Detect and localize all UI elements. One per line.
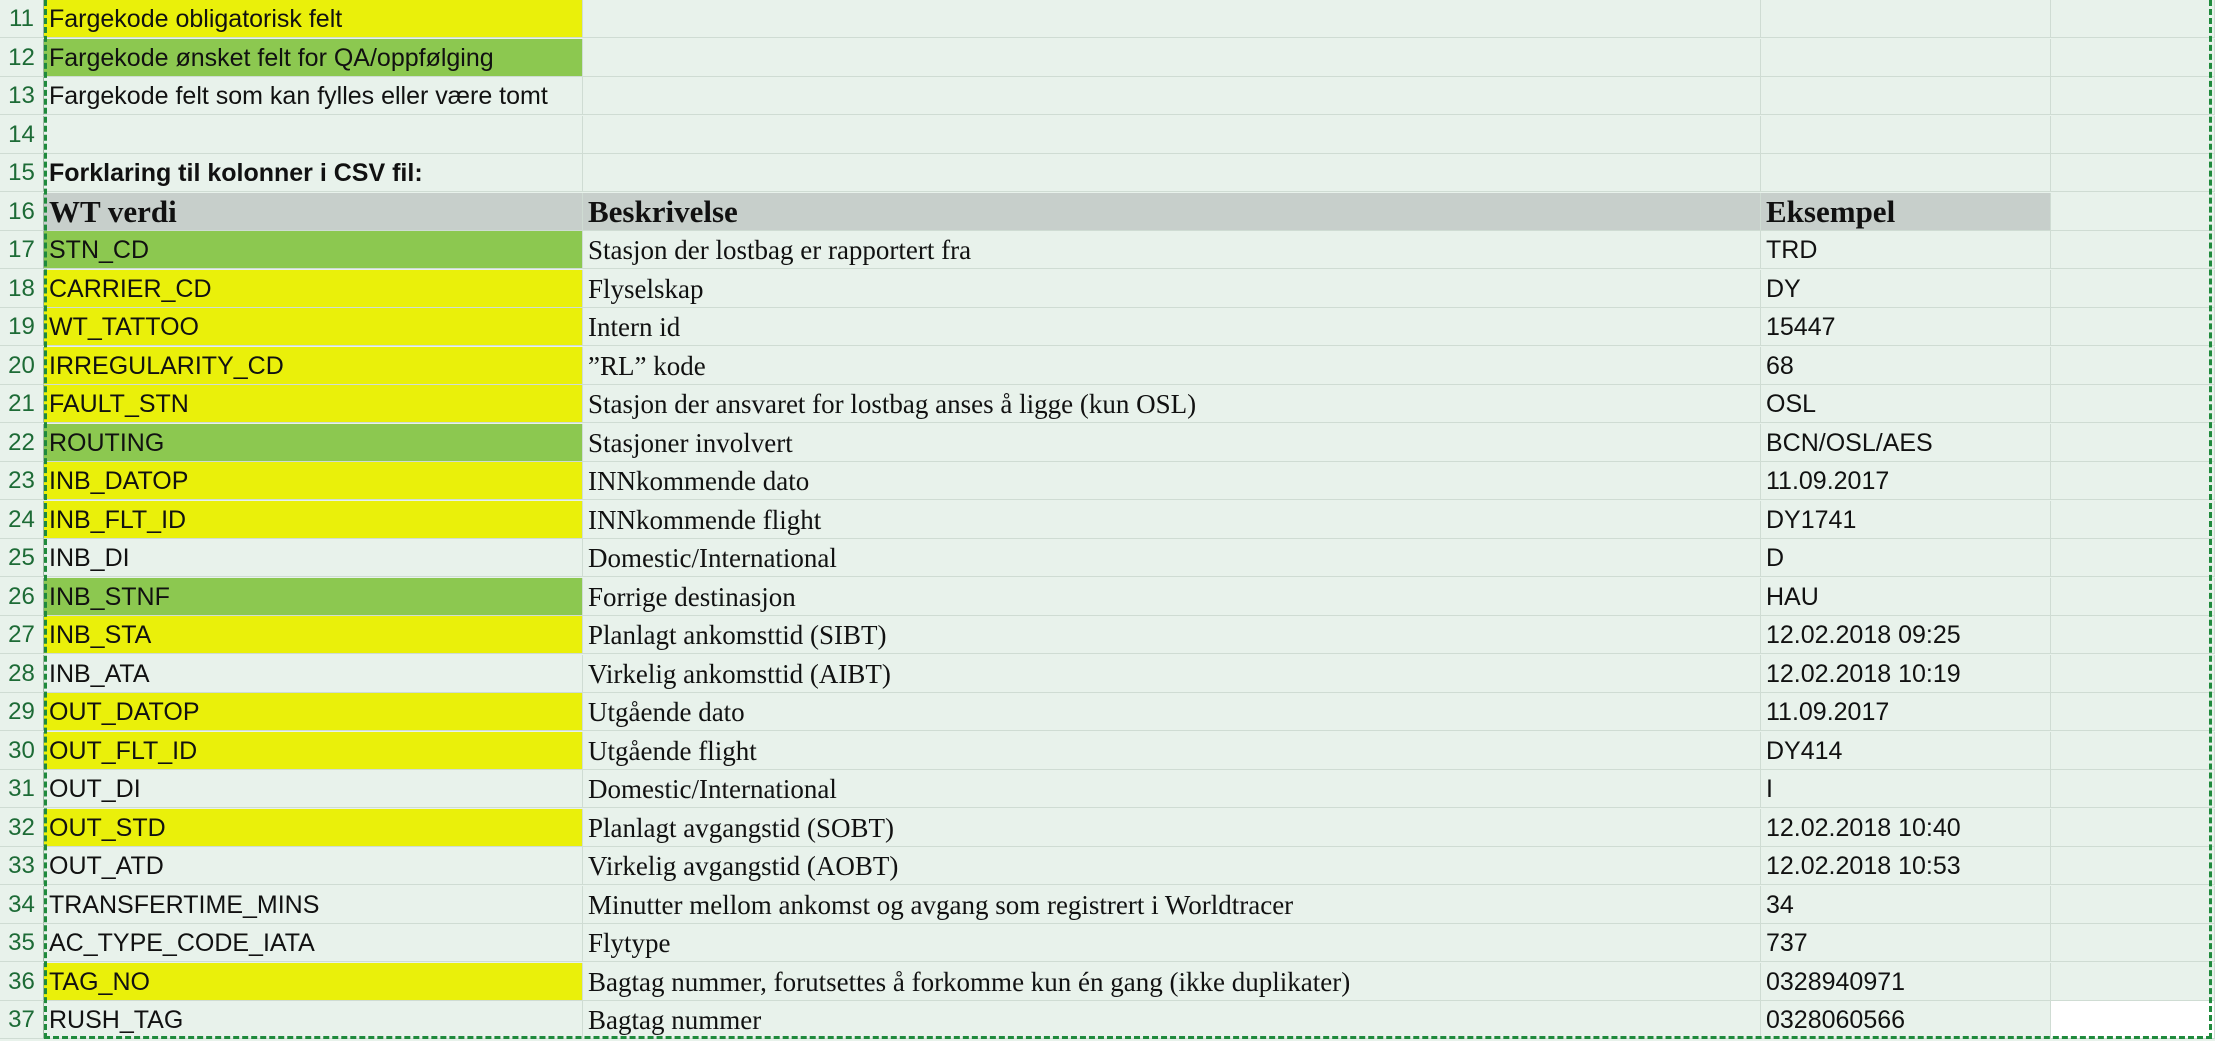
description-cell[interactable]: Utgående flight	[583, 732, 1761, 770]
example-cell[interactable]: BCN/OSL/AES	[1761, 424, 2051, 462]
cell[interactable]	[2051, 539, 2215, 577]
sheet-row	[0, 462, 2215, 500]
row-number[interactable]: 25	[0, 539, 44, 577]
description-cell[interactable]: Forrige destinasjon	[583, 578, 1761, 616]
row-number[interactable]: 33	[0, 847, 44, 885]
sheet-row	[0, 424, 2215, 462]
field-name-cell[interactable]: FAULT_STN	[44, 385, 583, 423]
example-cell[interactable]: OSL	[1761, 385, 2051, 423]
row-number[interactable]: 14	[0, 116, 44, 154]
cell[interactable]	[2051, 77, 2215, 115]
field-name-cell[interactable]: INB_DI	[44, 539, 583, 577]
section-title[interactable]: Forklaring til kolonner i CSV fil:	[44, 154, 583, 192]
sheet-row	[0, 847, 2215, 885]
cell[interactable]	[583, 0, 1761, 38]
description-cell[interactable]: Flytype	[583, 924, 1761, 962]
example-cell[interactable]: D	[1761, 539, 2051, 577]
field-name-cell[interactable]: CARRIER_CD	[44, 270, 583, 308]
sheet-row	[0, 924, 2215, 962]
description-cell[interactable]: Stasjon der ansvaret for lostbag anses å ligge (kun OSL)	[583, 385, 1761, 423]
sheet-row	[0, 270, 2215, 308]
cell[interactable]	[583, 77, 1761, 115]
field-name-cell[interactable]: OUT_DI	[44, 770, 583, 808]
field-name-cell[interactable]: OUT_FLT_ID	[44, 732, 583, 770]
cell[interactable]	[2051, 501, 2215, 539]
field-name-cell[interactable]: INB_FLT_ID	[44, 501, 583, 539]
row-number[interactable]: 16	[0, 193, 44, 231]
example-cell[interactable]: 15447	[1761, 308, 2051, 346]
example-cell[interactable]: 12.02.2018 10:40	[1761, 809, 2051, 847]
cell[interactable]	[1761, 116, 2051, 154]
sheet-row	[0, 154, 2215, 192]
field-name-cell[interactable]: IRREGULARITY_CD	[44, 347, 583, 385]
cell[interactable]	[2051, 231, 2215, 269]
cell[interactable]	[2051, 193, 2215, 231]
example-cell[interactable]: 12.02.2018 09:25	[1761, 616, 2051, 654]
cell[interactable]	[2051, 424, 2215, 462]
example-cell[interactable]: 0328940971	[1761, 963, 2051, 1001]
row-number[interactable]: 22	[0, 424, 44, 462]
column-header-beskrivelse[interactable]: Beskrivelse	[583, 193, 1761, 231]
cell[interactable]	[2051, 116, 2215, 154]
example-cell[interactable]: DY	[1761, 270, 2051, 308]
description-cell[interactable]: Flyselskap	[583, 270, 1761, 308]
description-cell[interactable]: INNkommende flight	[583, 501, 1761, 539]
example-cell[interactable]: DY414	[1761, 732, 2051, 770]
cell[interactable]	[2051, 924, 2215, 962]
description-cell[interactable]: Domestic/International	[583, 770, 1761, 808]
description-cell[interactable]: Bagtag nummer, forutsettes å forkomme kun én gang (ikke duplikater)	[583, 963, 1761, 1001]
sheet-row	[0, 693, 2215, 731]
row-number[interactable]: 21	[0, 385, 44, 423]
row-number[interactable]: 28	[0, 655, 44, 693]
example-cell[interactable]: 12.02.2018 10:53	[1761, 847, 2051, 885]
cell[interactable]	[1761, 0, 2051, 38]
field-name-cell[interactable]: OUT_ATD	[44, 847, 583, 885]
row-number[interactable]: 27	[0, 616, 44, 654]
example-cell[interactable]: 34	[1761, 886, 2051, 924]
description-cell[interactable]: Bagtag nummer	[583, 1001, 1761, 1039]
row-number[interactable]: 15	[0, 154, 44, 192]
example-cell[interactable]: 68	[1761, 347, 2051, 385]
row-number[interactable]: 36	[0, 963, 44, 1001]
row-number[interactable]: 18	[0, 270, 44, 308]
row-number[interactable]: 29	[0, 693, 44, 731]
sheet-row	[0, 193, 2215, 231]
example-cell[interactable]: TRD	[1761, 231, 2051, 269]
cell[interactable]	[2051, 770, 2215, 808]
cell[interactable]	[2051, 963, 2215, 1001]
cell[interactable]	[583, 154, 1761, 192]
description-cell[interactable]: Virkelig ankomsttid (AIBT)	[583, 655, 1761, 693]
sheet-row	[0, 77, 2215, 115]
sheet-row	[0, 116, 2215, 154]
example-cell[interactable]: DY1741	[1761, 501, 2051, 539]
sheet-row	[0, 501, 2215, 539]
description-cell[interactable]: Utgående dato	[583, 693, 1761, 731]
sheet-row	[0, 539, 2215, 577]
row-number[interactable]: 31	[0, 770, 44, 808]
row-number[interactable]: 24	[0, 501, 44, 539]
description-cell[interactable]: Stasjon der lostbag er rapportert fra	[583, 231, 1761, 269]
legend-cell[interactable]: Fargekode felt som kan fylles eller være tomt	[44, 77, 583, 115]
cell[interactable]	[2051, 462, 2215, 500]
description-cell[interactable]: Intern id	[583, 308, 1761, 346]
cell[interactable]	[2051, 732, 2215, 770]
example-cell[interactable]: 0328060566	[1761, 1001, 2051, 1039]
example-cell[interactable]: 737	[1761, 924, 2051, 962]
description-cell[interactable]: Planlagt avgangstid (SOBT)	[583, 809, 1761, 847]
sheet-row	[0, 616, 2215, 654]
description-cell[interactable]: Minutter mellom ankomst og avgang som registrert i Worldtracer	[583, 886, 1761, 924]
field-name-cell[interactable]: STN_CD	[44, 231, 583, 269]
cell[interactable]	[1761, 39, 2051, 77]
cell[interactable]	[2051, 1001, 2215, 1039]
field-name-cell[interactable]: INB_ATA	[44, 655, 583, 693]
row-number[interactable]: 11	[0, 0, 44, 38]
example-cell[interactable]: 12.02.2018 10:19	[1761, 655, 2051, 693]
cell[interactable]	[2051, 347, 2215, 385]
example-cell[interactable]: 11.09.2017	[1761, 693, 2051, 731]
field-name-cell[interactable]: OUT_STD	[44, 809, 583, 847]
description-cell[interactable]: Stasjoner involvert	[583, 424, 1761, 462]
field-name-cell[interactable]: WT_TATTOO	[44, 308, 583, 346]
row-number[interactable]: 26	[0, 578, 44, 616]
cell[interactable]	[2051, 39, 2215, 77]
column-header-eksempel[interactable]: Eksempel	[1761, 193, 2051, 231]
sheet-row	[0, 1001, 2215, 1039]
cell[interactable]	[2051, 847, 2215, 885]
cell[interactable]	[2051, 616, 2215, 654]
field-name-cell[interactable]: INB_STNF	[44, 578, 583, 616]
field-name-cell[interactable]: OUT_DATOP	[44, 693, 583, 731]
cell[interactable]	[583, 116, 1761, 154]
cell[interactable]	[1761, 154, 2051, 192]
field-name-cell[interactable]: TAG_NO	[44, 963, 583, 1001]
row-number[interactable]: 35	[0, 924, 44, 962]
sheet-row	[0, 770, 2215, 808]
sheet-row	[0, 39, 2215, 77]
column-header-wt-verdi[interactable]: WT verdi	[44, 193, 583, 231]
sheet-row	[0, 655, 2215, 693]
cell[interactable]	[2051, 385, 2215, 423]
cell[interactable]	[2051, 270, 2215, 308]
sheet-row	[0, 886, 2215, 924]
field-name-cell[interactable]: INB_STA	[44, 616, 583, 654]
field-name-cell[interactable]: INB_DATOP	[44, 462, 583, 500]
sheet-row	[0, 732, 2215, 770]
legend-cell[interactable]: Fargekode obligatorisk felt	[44, 0, 583, 38]
row-number[interactable]: 37	[0, 1001, 44, 1039]
row-number[interactable]: 23	[0, 462, 44, 500]
cell[interactable]	[2051, 0, 2215, 38]
cell[interactable]	[2051, 308, 2215, 346]
cell[interactable]	[2051, 886, 2215, 924]
sheet-row	[0, 578, 2215, 616]
row-number[interactable]: 17	[0, 231, 44, 269]
cell[interactable]	[2051, 154, 2215, 192]
sheet-row	[0, 308, 2215, 346]
sheet-row	[0, 809, 2215, 847]
row-number[interactable]: 32	[0, 809, 44, 847]
cell[interactable]	[2051, 578, 2215, 616]
row-number[interactable]: 13	[0, 77, 44, 115]
row-number[interactable]: 20	[0, 347, 44, 385]
row-number[interactable]: 12	[0, 39, 44, 77]
row-number[interactable]: 19	[0, 308, 44, 346]
row-number[interactable]: 30	[0, 732, 44, 770]
cell[interactable]	[2051, 693, 2215, 731]
description-cell[interactable]: Domestic/International	[583, 539, 1761, 577]
description-cell[interactable]: Planlagt ankomsttid (SIBT)	[583, 616, 1761, 654]
description-cell[interactable]: Virkelig avgangstid (AOBT)	[583, 847, 1761, 885]
description-cell[interactable]: INNkommende dato	[583, 462, 1761, 500]
row-number[interactable]: 34	[0, 886, 44, 924]
sheet-row	[0, 963, 2215, 1001]
example-cell[interactable]: 11.09.2017	[1761, 462, 2051, 500]
field-name-cell[interactable]: TRANSFERTIME_MINS	[44, 886, 583, 924]
sheet-row	[0, 0, 2215, 38]
sheet-row	[0, 347, 2215, 385]
example-cell[interactable]: HAU	[1761, 578, 2051, 616]
field-name-cell[interactable]: RUSH_TAG	[44, 1001, 583, 1039]
description-cell[interactable]: ”RL” kode	[583, 347, 1761, 385]
field-name-cell[interactable]: ROUTING	[44, 424, 583, 462]
cell[interactable]	[583, 39, 1761, 77]
cell[interactable]	[2051, 809, 2215, 847]
sheet-row	[0, 231, 2215, 269]
legend-cell[interactable]: Fargekode ønsket felt for QA/oppfølging	[44, 39, 583, 77]
cell[interactable]	[1761, 77, 2051, 115]
cell[interactable]	[2051, 655, 2215, 693]
cell[interactable]	[44, 116, 583, 154]
field-name-cell[interactable]: AC_TYPE_CODE_IATA	[44, 924, 583, 962]
example-cell[interactable]: I	[1761, 770, 2051, 808]
sheet-row	[0, 385, 2215, 423]
